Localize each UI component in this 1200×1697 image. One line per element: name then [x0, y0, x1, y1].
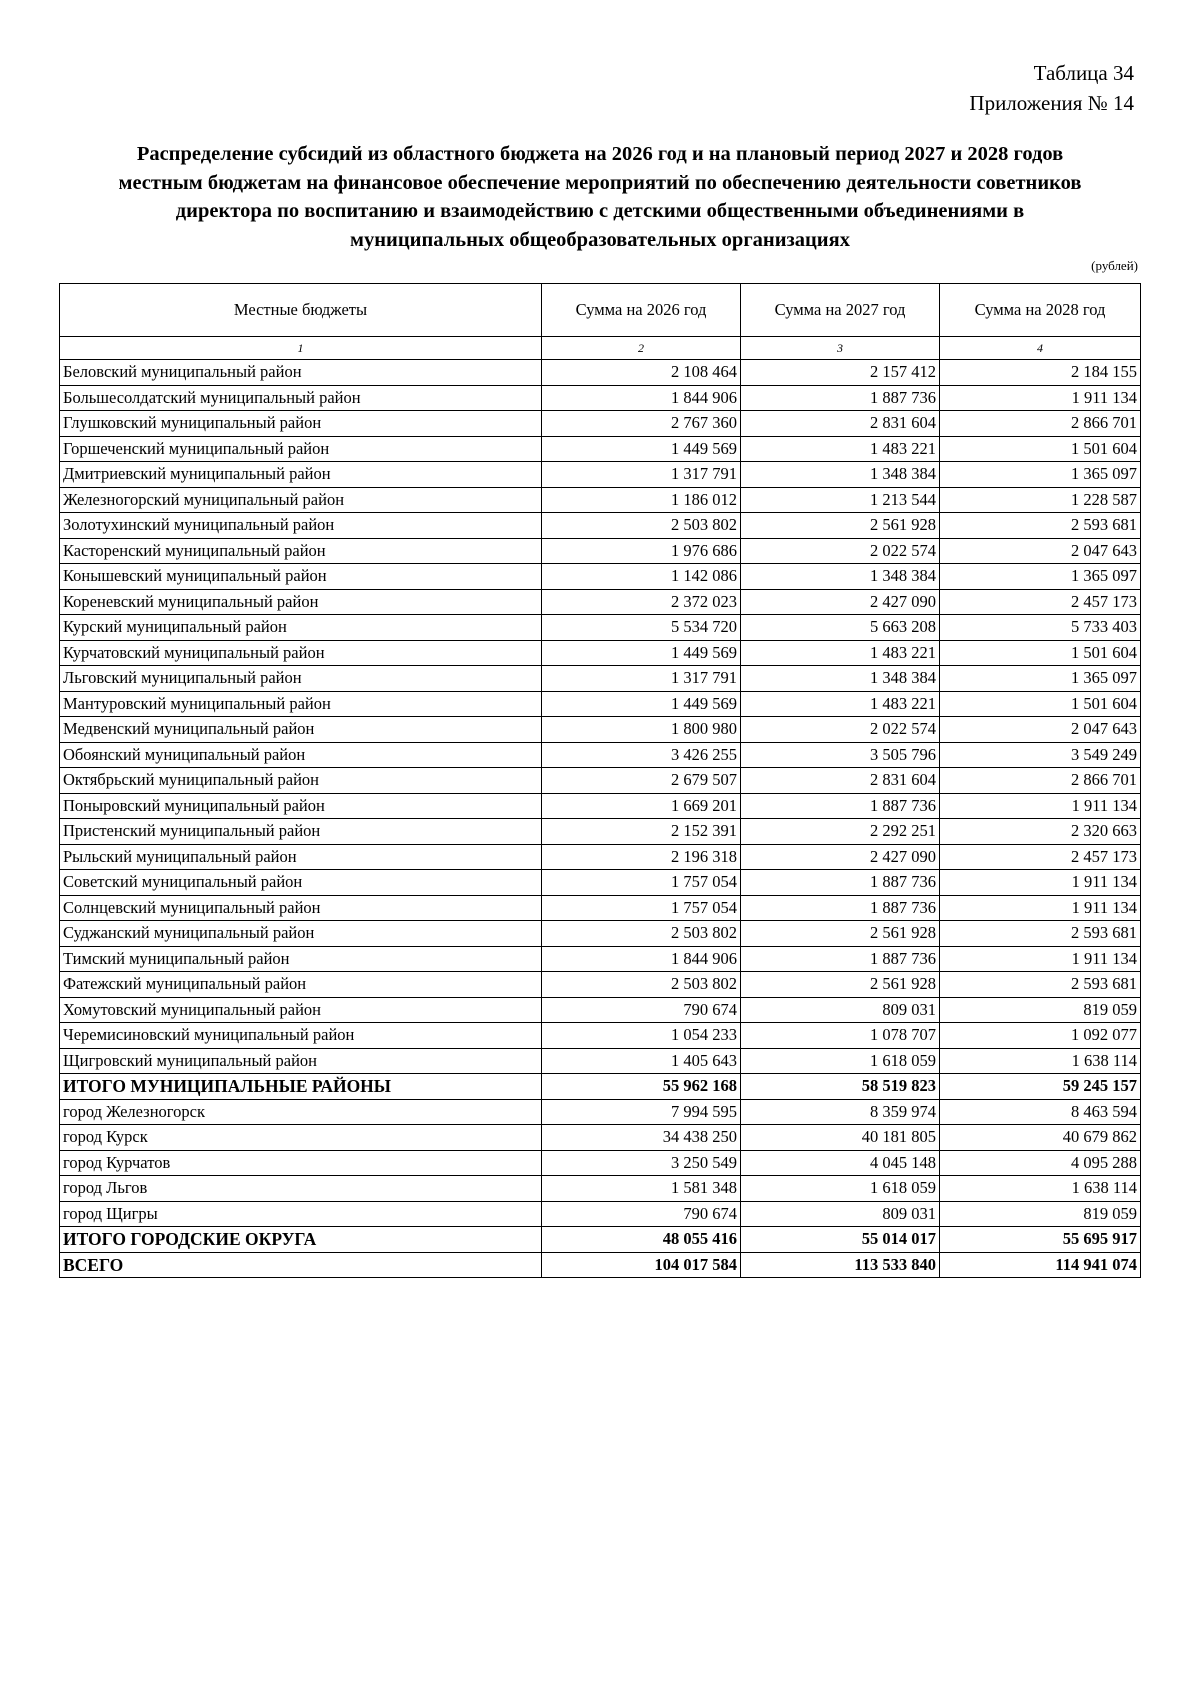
- amount-2027-cell: 1 618 059: [741, 1176, 940, 1202]
- table-row: [60, 462, 1141, 488]
- amount-2027-cell: 4 045 148: [741, 1150, 940, 1176]
- table-row: [60, 1125, 1141, 1151]
- amount-2028-cell: 1 501 604: [940, 640, 1141, 666]
- budget-name-cell: ВСЕГО: [60, 1252, 542, 1278]
- amount-2026-cell: 2 503 802: [542, 972, 741, 998]
- budget-name-cell: Конышевский муниципальный район: [60, 564, 542, 590]
- amount-2026-cell: 1 317 791: [542, 462, 741, 488]
- amount-2027-cell: 1 887 736: [741, 385, 940, 411]
- table-row: [60, 411, 1141, 437]
- budget-name-cell: Железногорский муниципальный район: [60, 487, 542, 513]
- amount-2026-cell: 7 994 595: [542, 1099, 741, 1125]
- column-number: 4: [940, 337, 1141, 360]
- subsidy-table: [59, 283, 1141, 1278]
- amount-2026-cell: 2 196 318: [542, 844, 741, 870]
- budget-name-cell: город Льгов: [60, 1176, 542, 1202]
- budget-name-cell: Рыльский муниципальный район: [60, 844, 542, 870]
- budget-name-cell: Золотухинский муниципальный район: [60, 513, 542, 539]
- amount-2026-cell: 1 844 906: [542, 385, 741, 411]
- budget-name-cell: Дмитриевский муниципальный район: [60, 462, 542, 488]
- title-line: директора по воспитанию и взаимодействию с детскими общественными объединениями в: [175, 200, 1025, 222]
- amount-2027-cell: 2 831 604: [741, 411, 940, 437]
- column-number: 2: [542, 337, 741, 360]
- amount-2028-cell: 819 059: [940, 997, 1141, 1023]
- table-row: [60, 487, 1141, 513]
- amount-2027-cell: 1 348 384: [741, 564, 940, 590]
- amount-2026-cell: 1 757 054: [542, 895, 741, 921]
- amount-2028-cell: 59 245 157: [940, 1074, 1141, 1100]
- amount-2026-cell: 3 250 549: [542, 1150, 741, 1176]
- amount-2028-cell: 40 679 862: [940, 1125, 1141, 1151]
- budget-name-cell: Фатежский муниципальный район: [60, 972, 542, 998]
- amount-2027-cell: 2 022 574: [741, 538, 940, 564]
- table-row: [60, 997, 1141, 1023]
- column-header: Местные бюджеты: [60, 284, 542, 337]
- amount-2027-cell: 55 014 017: [741, 1227, 940, 1253]
- table-row: [60, 640, 1141, 666]
- amount-2028-cell: 2 457 173: [940, 844, 1141, 870]
- amount-2027-cell: 2 427 090: [741, 844, 940, 870]
- table-body: [60, 360, 1141, 1278]
- amount-2028-cell: 1 501 604: [940, 691, 1141, 717]
- amount-2028-cell: 2 320 663: [940, 819, 1141, 845]
- amount-2027-cell: 1 348 384: [741, 666, 940, 692]
- title-line: Распределение субсидий из областного бюджета на 2026 год и на плановый период 2027 и 2028 годов: [136, 143, 1064, 165]
- amount-2026-cell: 1 449 569: [542, 436, 741, 462]
- amount-2027-cell: 1 483 221: [741, 691, 940, 717]
- amount-2027-cell: 809 031: [741, 997, 940, 1023]
- budget-name-cell: Большесолдатский муниципальный район: [60, 385, 542, 411]
- budget-name-cell: Глушковский муниципальный район: [60, 411, 542, 437]
- amount-2027-cell: 2 561 928: [741, 513, 940, 539]
- budget-name-cell: Касторенский муниципальный район: [60, 538, 542, 564]
- amount-2026-cell: 1 757 054: [542, 870, 741, 896]
- amount-2028-cell: 114 941 074: [940, 1252, 1141, 1278]
- units-label: (рублей): [1091, 258, 1138, 273]
- table-row: [60, 793, 1141, 819]
- budget-name-cell: Солнцевский муниципальный район: [60, 895, 542, 921]
- budget-name-cell: город Щигры: [60, 1201, 542, 1227]
- amount-2026-cell: 1 142 086: [542, 564, 741, 590]
- column-number: 1: [60, 337, 542, 360]
- amount-2027-cell: 2 831 604: [741, 768, 940, 794]
- amount-2026-cell: 1 449 569: [542, 691, 741, 717]
- amount-2027-cell: 1 483 221: [741, 640, 940, 666]
- table-row: [60, 921, 1141, 947]
- budget-name-cell: город Курск: [60, 1125, 542, 1151]
- amount-2026-cell: 34 438 250: [542, 1125, 741, 1151]
- amount-2028-cell: 8 463 594: [940, 1099, 1141, 1125]
- amount-2028-cell: 1 911 134: [940, 870, 1141, 896]
- budget-name-cell: ИТОГО МУНИЦИПАЛЬНЫЕ РАЙОНЫ: [60, 1074, 542, 1100]
- amount-2027-cell: 1 887 736: [741, 793, 940, 819]
- total-row: [60, 1227, 1141, 1253]
- table-row: [60, 564, 1141, 590]
- amount-2026-cell: 2 679 507: [542, 768, 741, 794]
- budget-name-cell: Октябрьский муниципальный район: [60, 768, 542, 794]
- table-row: [60, 1099, 1141, 1125]
- amount-2026-cell: 1 405 643: [542, 1048, 741, 1074]
- budget-name-cell: Льговский муниципальный район: [60, 666, 542, 692]
- budget-name-cell: Горшеченский муниципальный район: [60, 436, 542, 462]
- amount-2026-cell: 1 800 980: [542, 717, 741, 743]
- amount-2028-cell: 1 911 134: [940, 385, 1141, 411]
- column-number: 3: [741, 337, 940, 360]
- table-row: [60, 513, 1141, 539]
- table-row: [60, 360, 1141, 386]
- amount-2028-cell: 1 911 134: [940, 793, 1141, 819]
- amount-2028-cell: 1 501 604: [940, 436, 1141, 462]
- amount-2026-cell: 790 674: [542, 1201, 741, 1227]
- amount-2027-cell: 3 505 796: [741, 742, 940, 768]
- amount-2028-cell: 2 866 701: [940, 411, 1141, 437]
- table-row: [60, 436, 1141, 462]
- column-number-row: [60, 337, 1141, 360]
- amount-2028-cell: 1 365 097: [940, 666, 1141, 692]
- amount-2026-cell: 104 017 584: [542, 1252, 741, 1278]
- budget-name-cell: Советский муниципальный район: [60, 870, 542, 896]
- amount-2027-cell: 1 887 736: [741, 870, 940, 896]
- amount-2027-cell: 2 561 928: [741, 972, 940, 998]
- table-row: [60, 691, 1141, 717]
- budget-name-cell: город Курчатов: [60, 1150, 542, 1176]
- amount-2028-cell: 4 095 288: [940, 1150, 1141, 1176]
- amount-2028-cell: 1 365 097: [940, 462, 1141, 488]
- amount-2026-cell: 1 669 201: [542, 793, 741, 819]
- budget-name-cell: Пристенский муниципальный район: [60, 819, 542, 845]
- amount-2028-cell: 1 638 114: [940, 1048, 1141, 1074]
- table-row: [60, 1176, 1141, 1202]
- amount-2026-cell: 1 449 569: [542, 640, 741, 666]
- title-line: местным бюджетам на финансовое обеспечение мероприятий по обеспечению деятельности советников: [118, 171, 1082, 194]
- amount-2027-cell: 40 181 805: [741, 1125, 940, 1151]
- table-row: [60, 1048, 1141, 1074]
- amount-2028-cell: 1 638 114: [940, 1176, 1141, 1202]
- table-row: [60, 1150, 1141, 1176]
- amount-2028-cell: 1 911 134: [940, 946, 1141, 972]
- budget-name-cell: Кореневский муниципальный район: [60, 589, 542, 615]
- table-row: [60, 615, 1141, 641]
- amount-2027-cell: 1 483 221: [741, 436, 940, 462]
- amount-2028-cell: 2 047 643: [940, 717, 1141, 743]
- amount-2027-cell: 1 078 707: [741, 1023, 940, 1049]
- amount-2026-cell: 5 534 720: [542, 615, 741, 641]
- column-header: Сумма на 2026 год: [542, 284, 741, 337]
- amount-2026-cell: 1 054 233: [542, 1023, 741, 1049]
- table-row: [60, 768, 1141, 794]
- budget-name-cell: Поныровский муниципальный район: [60, 793, 542, 819]
- amount-2028-cell: 55 695 917: [940, 1227, 1141, 1253]
- table-row: [60, 895, 1141, 921]
- amount-2028-cell: 1 092 077: [940, 1023, 1141, 1049]
- budget-name-cell: Хомутовский муниципальный район: [60, 997, 542, 1023]
- document-title: [60, 140, 1140, 254]
- budget-name-cell: Щигровский муниципальный район: [60, 1048, 542, 1074]
- table-row: [60, 666, 1141, 692]
- amount-2028-cell: 2 593 681: [940, 921, 1141, 947]
- table-row: [60, 1023, 1141, 1049]
- amount-2026-cell: 55 962 168: [542, 1074, 741, 1100]
- budget-name-cell: ИТОГО ГОРОДСКИЕ ОКРУГА: [60, 1227, 542, 1253]
- appendix-label: Приложения № 14: [969, 91, 1134, 115]
- table-row: [60, 589, 1141, 615]
- amount-2026-cell: 2 152 391: [542, 819, 741, 845]
- table-header-row: [60, 284, 1141, 337]
- budget-name-cell: Тимский муниципальный район: [60, 946, 542, 972]
- table-row: [60, 946, 1141, 972]
- table-row: [60, 870, 1141, 896]
- amount-2026-cell: 2 372 023: [542, 589, 741, 615]
- amount-2026-cell: 1 317 791: [542, 666, 741, 692]
- amount-2027-cell: 1 887 736: [741, 895, 940, 921]
- budget-name-cell: Суджанский муниципальный район: [60, 921, 542, 947]
- amount-2026-cell: 2 108 464: [542, 360, 741, 386]
- column-header: Сумма на 2027 год: [741, 284, 940, 337]
- table-row: [60, 717, 1141, 743]
- amount-2027-cell: 2 292 251: [741, 819, 940, 845]
- amount-2027-cell: 2 157 412: [741, 360, 940, 386]
- amount-2027-cell: 113 533 840: [741, 1252, 940, 1278]
- amount-2028-cell: 2 047 643: [940, 538, 1141, 564]
- amount-2026-cell: 2 503 802: [542, 921, 741, 947]
- amount-2026-cell: 790 674: [542, 997, 741, 1023]
- total-row: [60, 1252, 1141, 1278]
- amount-2027-cell: 58 519 823: [741, 1074, 940, 1100]
- table-row: [60, 538, 1141, 564]
- budget-name-cell: Мантуровский муниципальный район: [60, 691, 542, 717]
- document-header: [969, 58, 1134, 118]
- table-row: [60, 972, 1141, 998]
- amount-2028-cell: 2 593 681: [940, 972, 1141, 998]
- amount-2027-cell: 1 618 059: [741, 1048, 940, 1074]
- budget-name-cell: Беловский муниципальный район: [60, 360, 542, 386]
- amount-2026-cell: 1 581 348: [542, 1176, 741, 1202]
- amount-2026-cell: 48 055 416: [542, 1227, 741, 1253]
- amount-2028-cell: 2 184 155: [940, 360, 1141, 386]
- amount-2027-cell: 2 022 574: [741, 717, 940, 743]
- amount-2027-cell: 5 663 208: [741, 615, 940, 641]
- amount-2027-cell: 1 348 384: [741, 462, 940, 488]
- budget-name-cell: Курский муниципальный район: [60, 615, 542, 641]
- budget-name-cell: город Железногорск: [60, 1099, 542, 1125]
- amount-2027-cell: 1 213 544: [741, 487, 940, 513]
- table-row: [60, 819, 1141, 845]
- amount-2028-cell: 2 593 681: [940, 513, 1141, 539]
- amount-2027-cell: 1 887 736: [741, 946, 940, 972]
- amount-2026-cell: 2 503 802: [542, 513, 741, 539]
- amount-2028-cell: 2 866 701: [940, 768, 1141, 794]
- table-row: [60, 1201, 1141, 1227]
- amount-2028-cell: 1 911 134: [940, 895, 1141, 921]
- amount-2028-cell: 1 365 097: [940, 564, 1141, 590]
- amount-2026-cell: 2 767 360: [542, 411, 741, 437]
- table-label: Таблица 34: [1033, 61, 1134, 85]
- amount-2026-cell: 1 976 686: [542, 538, 741, 564]
- column-header: Сумма на 2028 год: [940, 284, 1141, 337]
- budget-name-cell: Курчатовский муниципальный район: [60, 640, 542, 666]
- total-row: [60, 1074, 1141, 1100]
- amount-2028-cell: 1 228 587: [940, 487, 1141, 513]
- amount-2026-cell: 1 186 012: [542, 487, 741, 513]
- amount-2027-cell: 8 359 974: [741, 1099, 940, 1125]
- amount-2028-cell: 3 549 249: [940, 742, 1141, 768]
- amount-2028-cell: 5 733 403: [940, 615, 1141, 641]
- table-row: [60, 742, 1141, 768]
- budget-name-cell: Медвенский муниципальный район: [60, 717, 542, 743]
- amount-2026-cell: 3 426 255: [542, 742, 741, 768]
- amount-2028-cell: 819 059: [940, 1201, 1141, 1227]
- amount-2028-cell: 2 457 173: [940, 589, 1141, 615]
- amount-2027-cell: 809 031: [741, 1201, 940, 1227]
- title-line: муниципальных общеобразовательных организациях: [350, 228, 850, 251]
- table-row: [60, 385, 1141, 411]
- amount-2026-cell: 1 844 906: [542, 946, 741, 972]
- budget-name-cell: Черемисиновский муниципальный район: [60, 1023, 542, 1049]
- table-row: [60, 844, 1141, 870]
- budget-name-cell: Обоянский муниципальный район: [60, 742, 542, 768]
- amount-2027-cell: 2 561 928: [741, 921, 940, 947]
- amount-2027-cell: 2 427 090: [741, 589, 940, 615]
